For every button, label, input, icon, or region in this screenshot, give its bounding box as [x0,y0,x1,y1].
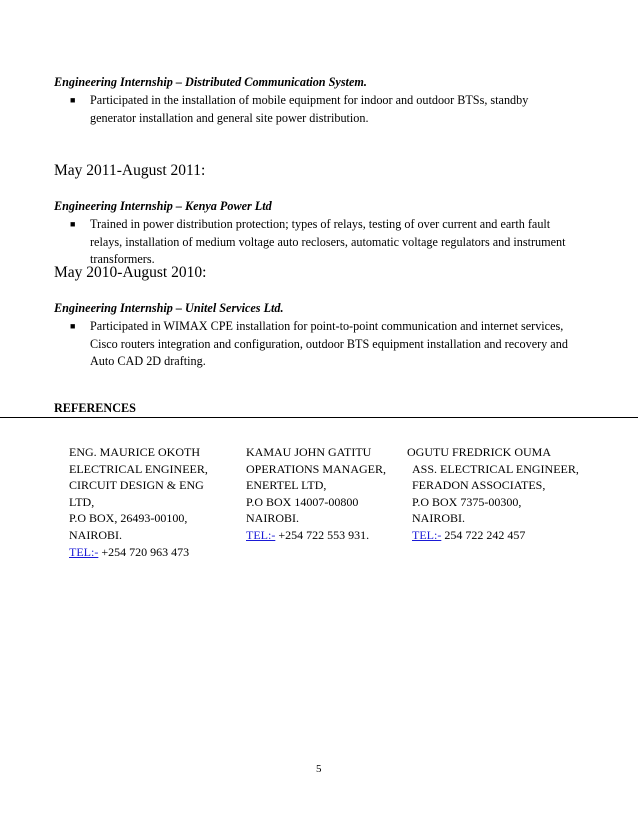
job-title-distributed: Engineering Internship – Distributed Communication System. [54,75,367,89]
reference-tel: TEL:- +254 720 963 473 [69,544,190,559]
square-bullet-icon: ■ [70,321,76,331]
job-title-kenya-power: Engineering Internship – Kenya Power Ltd [54,199,272,213]
bullet-item [70,216,610,270]
page-number: 5 [316,763,322,775]
bullet-text: Participated in WIMAX CPE installation for point-to-point communication and internet services, Cisco routers integration and configuration, outdoor BTS equipment installation and recovery and Auto CAD 2D drafting. [90,319,568,368]
period-2010: May 2010-August 2010: [54,264,207,281]
period-2011: May 2011-August 2011: [54,162,206,179]
tel-link[interactable]: TEL:- [412,527,442,542]
bullet-text: Participated in the installation of mobile equipment for indoor and outdoor BTSs, standby generator installation and general site power distribution. [90,93,529,125]
reference-tel: TEL:- +254 722 553 931. [246,527,370,542]
bullet-text: Trained in power distribution protection; types of relays, testing of over current and earth fault relays, installation of medium voltage auto reclosers, automatic voltage regulators and instrument transformers. [90,217,566,266]
square-bullet-icon: ■ [70,95,76,105]
square-bullet-icon: ■ [70,219,76,229]
reference-ouma: OGUTU FREDRICK OUMA ASS. ELECTRICAL ENGINEER, FERADON ASSOCIATES, P.O BOX 7375-00300, NAIROBI. TEL:- 254 722 242 457 [407,445,579,542]
tel-link[interactable]: TEL:- [69,544,99,559]
bullet-item [70,318,610,372]
bullet-item [70,92,610,128]
job-title-unitel: Engineering Internship – Unitel Services Ltd. [54,301,284,315]
references-heading: REFERENCES [54,401,136,415]
section-divider [0,417,638,418]
reference-tel: TEL:- 254 722 242 457 [412,527,526,542]
reference-okoth: ENG. MAURICE OKOTH ELECTRICAL ENGINEER, CIRCUIT DESIGN & ENG LTD, P.O BOX, 26493-00100, NAIROBI. TEL:- +254 720 963 473 [69,445,208,559]
reference-gatitu: KAMAU JOHN GATITU OPERATIONS MANAGER, ENERTEL LTD, P.O BOX 14007-00800 NAIROBI. TEL:- +254 722 553 931. [246,445,387,542]
tel-link[interactable]: TEL:- [246,527,276,542]
